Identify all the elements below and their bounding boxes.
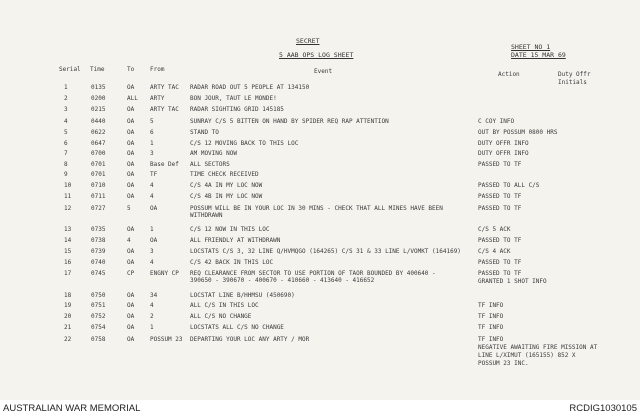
row-event-line: LOCSTAT LINE B/HHMSU (450690) <box>190 292 295 299</box>
row-from: 4 <box>150 182 154 189</box>
col-from: From <box>150 66 165 73</box>
row-serial: 6 <box>64 140 68 147</box>
row-action-line: TF INFO <box>478 302 504 309</box>
row-time: 0739 <box>91 248 106 255</box>
row-to: OA <box>127 182 135 189</box>
row-time: 0622 <box>91 129 106 136</box>
row-event-line: REQ CLEARANCE FROM SECTOR TO USE PORTION OF TAOR BOUNDED BY 400640 - <box>190 270 436 277</box>
row-to: CP <box>127 270 135 277</box>
row-event-line: C/S 42 BACK IN THIS LOC <box>190 259 274 266</box>
row-event-line: DEPARTING YOUR LOC ANY ARTY / MOR <box>190 336 310 343</box>
row-serial: 9 <box>64 171 68 178</box>
row-from: 1 <box>150 226 154 233</box>
row-event-line: BON JOUR, TAUT LE MONDE! <box>190 95 277 102</box>
row-event-line: ALL FRIENDLY AT WITHDRAWN <box>190 237 281 244</box>
row-serial: 1 <box>64 84 68 91</box>
row-from: 2 <box>150 313 154 320</box>
row-serial: 17 <box>64 270 72 277</box>
row-serial: 13 <box>64 226 72 233</box>
row-time: 0700 <box>91 150 106 157</box>
row-serial: 16 <box>64 259 72 266</box>
classification-label: SECRET <box>296 37 320 45</box>
row-action-line: POSSUM 23 INC. <box>478 360 529 367</box>
row-action-line: TF INFO <box>478 324 504 331</box>
row-event-line: C/S 12 MOVING BACK TO THIS LOC <box>190 140 299 147</box>
row-action-line: PASSED TO TF <box>478 193 522 200</box>
row-event-line: AM MOVING NOW <box>190 150 237 157</box>
row-event-line: LOCSTATS ALL C/S NO CHANGE <box>190 324 284 331</box>
sheet-number: SHEET NO 1 <box>511 43 551 51</box>
row-time: 0735 <box>91 226 106 233</box>
row-action-line: C/S 4 ACK <box>478 248 511 255</box>
row-action-line: C COY INFO <box>478 118 515 125</box>
row-serial: 7 <box>64 150 68 157</box>
row-to: OA <box>127 336 135 343</box>
row-time: 0701 <box>91 161 106 168</box>
row-time: 0647 <box>91 140 106 147</box>
col-action: Action <box>498 71 520 78</box>
row-from: POSSUM 23 <box>150 336 183 343</box>
row-serial: 21 <box>64 324 72 331</box>
row-to: OA <box>127 129 135 136</box>
row-event-line: C/S 4A IN MY LOC NOW <box>190 182 263 189</box>
archive-footer <box>0 400 640 417</box>
row-event-line: C/S 12 NOW IN THIS LOC <box>190 226 270 233</box>
row-time: 0701 <box>91 171 106 178</box>
row-action-line: PASSED TO ALL C/S <box>478 182 540 189</box>
row-from: 34 <box>150 292 158 299</box>
row-serial: 3 <box>64 106 68 113</box>
row-serial: 8 <box>64 161 68 168</box>
row-from: 1 <box>150 140 154 147</box>
row-action-line: GRANTED 1 SHOT INFO <box>478 278 547 285</box>
row-serial: 10 <box>64 182 72 189</box>
row-event-line: RADAR SIGHTING GRID 145185 <box>190 106 284 113</box>
row-from: Base Def <box>150 161 179 168</box>
row-to: OA <box>127 302 135 309</box>
row-time: 0758 <box>91 336 106 343</box>
row-serial: 15 <box>64 248 72 255</box>
row-event-line: POSSUM WILL BE IN YOUR LOC IN 30 MINS - CHECK THAT ALL MINES HAVE BEEN <box>190 205 443 212</box>
col-event: Event <box>314 68 333 75</box>
row-to: OA <box>127 106 135 113</box>
row-time: 0200 <box>91 95 106 102</box>
row-from: 4 <box>150 302 154 309</box>
row-from: OA <box>150 205 158 212</box>
row-action-line: OUT BY POSSUM 0800 HRS <box>478 129 558 136</box>
row-event-line: TIME CHECK RECEIVED <box>190 171 259 178</box>
row-time: 0754 <box>91 324 106 331</box>
row-from: 5 <box>150 118 154 125</box>
row-to: 5 <box>127 205 131 212</box>
row-action-line: DUTY OFFR INFO <box>478 150 529 157</box>
row-to: OA <box>127 140 135 147</box>
row-to: OA <box>127 313 135 320</box>
row-serial: 14 <box>64 237 72 244</box>
row-from: 4 <box>150 259 154 266</box>
row-to: OA <box>127 118 135 125</box>
col-to: To <box>127 66 135 73</box>
row-to: OA <box>127 84 135 91</box>
row-action-line: PASSED TO TF <box>478 237 522 244</box>
row-event-line: ALL C/S NO CHANGE <box>190 313 252 320</box>
row-action-line: C/S 5 ACK <box>478 226 511 233</box>
row-time: 0740 <box>91 259 106 266</box>
row-serial: 5 <box>64 129 68 136</box>
col-duty-offr: Duty Offr <box>558 71 591 78</box>
row-event-line: 390650 - 390670 - 400670 - 410660 - 413640 - 416652 <box>190 277 375 284</box>
row-time: 0727 <box>91 205 106 212</box>
row-from: 1 <box>150 324 154 331</box>
row-to: OA <box>127 226 135 233</box>
sheet-date: DATE 15 MAR 69 <box>511 51 566 59</box>
row-serial: 18 <box>64 292 72 299</box>
row-event-line: SUNRAY C/S 5 BITTEN ON HAND BY SPIDER REQ RAP ATTENTION <box>190 118 389 125</box>
row-time: 0710 <box>91 182 106 189</box>
row-to: OA <box>127 161 135 168</box>
row-to: OA <box>127 324 135 331</box>
row-event-line: ALL SECTORS <box>190 161 230 168</box>
row-event-line: ALL C/S IN THIS LOC <box>190 302 259 309</box>
row-serial: 12 <box>64 205 72 212</box>
col-serial: Serial <box>59 66 81 73</box>
row-to: OA <box>127 150 135 157</box>
row-time: 0135 <box>91 84 106 91</box>
col-time: Time <box>90 66 105 73</box>
row-time: 0711 <box>91 193 106 200</box>
row-action-line: PASSED TO TF <box>478 205 522 212</box>
row-to: ALL <box>127 95 138 102</box>
row-from: 3 <box>150 150 154 157</box>
row-event-line: STAND TO <box>190 129 219 136</box>
row-time: 0738 <box>91 237 106 244</box>
row-from: 3 <box>150 248 154 255</box>
sheet-title: 5 AAB OPS LOG SHEET <box>279 51 354 59</box>
row-action-line: TF INFO <box>478 313 504 320</box>
row-event-line: C/S 4B IN MY LOC NOW <box>190 193 263 200</box>
row-action-line: PASSED TO TF <box>478 161 522 168</box>
row-action-line: PASSED TO TF <box>478 270 522 277</box>
archive-name: AUSTRALIAN WAR MEMORIAL <box>3 403 141 414</box>
row-event-line: RADAR ROAD OUT 5 PEOPLE AT 134150 <box>190 84 310 91</box>
row-time: 0751 <box>91 302 106 309</box>
row-serial: 4 <box>64 118 68 125</box>
row-event-line: WITHDRAWN <box>190 212 223 219</box>
row-to: OA <box>127 193 135 200</box>
row-serial: 2 <box>64 95 68 102</box>
row-from: TF <box>150 171 158 178</box>
row-to: OA <box>127 292 135 299</box>
row-to: OA <box>127 171 135 178</box>
row-action-line: NEGATIVE AWAITING FIRE MISSION AT <box>478 344 598 351</box>
row-action-line: PASSED TO TF <box>478 259 522 266</box>
row-serial: 19 <box>64 302 72 309</box>
row-from: ARTY TAC <box>150 106 179 113</box>
row-event-line: LOCSTATS C/S 3, 32 LINE Q/HVMQGO (164265) C/S 31 & 33 LINE L/VOMKT (164169) <box>190 248 461 255</box>
row-time: 0745 <box>91 270 106 277</box>
row-serial: 22 <box>64 336 72 343</box>
row-time: 0750 <box>91 292 106 299</box>
row-time: 0752 <box>91 313 106 320</box>
row-serial: 11 <box>64 193 72 200</box>
row-to: OA <box>127 259 135 266</box>
row-from: ENGNY CP <box>150 270 179 277</box>
row-from: 4 <box>150 193 154 200</box>
col-initials: Initials <box>558 79 587 86</box>
row-serial: 20 <box>64 313 72 320</box>
row-to: OA <box>127 248 135 255</box>
row-time: 0215 <box>91 106 106 113</box>
row-action-line: LINE L/XIMUT (165155) 852 X <box>478 352 576 359</box>
row-from: OA <box>150 237 158 244</box>
row-from: ARTY TAC <box>150 84 179 91</box>
archive-reference: RCDIG1030105 <box>569 403 637 414</box>
row-time: 0440 <box>91 118 106 125</box>
row-to: 4 <box>127 237 131 244</box>
row-from: 6 <box>150 129 154 136</box>
row-action-line: DUTY OFFR INFO <box>478 140 529 147</box>
row-from: ARTY <box>150 95 165 102</box>
row-action-line: TF INFO <box>478 336 504 343</box>
